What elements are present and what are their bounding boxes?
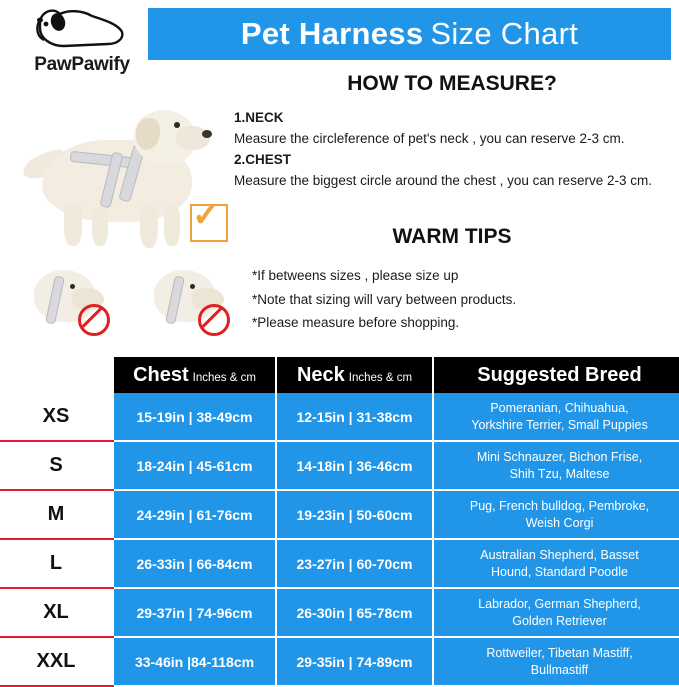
table-header-chest xyxy=(113,357,276,393)
table-body xyxy=(0,393,679,686)
table-header-row xyxy=(0,357,679,393)
dog-leg-shape xyxy=(140,204,158,248)
chest-value: 33-46in |84-118cm xyxy=(113,637,276,686)
neck-value: 26-30in | 65-78cm xyxy=(276,588,433,637)
table-header-chest-unit: Inches & cm xyxy=(192,371,256,384)
warm-tip-line: *Please measure before shopping. xyxy=(252,315,460,331)
measure-step-1-text: Measure the circleference of pet's neck , you can reserve 2-3 cm. xyxy=(234,130,625,146)
page-header-banner xyxy=(148,8,671,60)
chest-value: 29-37in | 74-96cm xyxy=(113,588,276,637)
breed-value: Rottweiler, Tibetan Mastiff, Bullmastiff xyxy=(433,637,679,686)
table-row xyxy=(0,441,679,490)
size-label: XS xyxy=(0,393,113,441)
warm-tips-body xyxy=(252,264,679,335)
neck-value: 19-23in | 50-60cm xyxy=(276,490,433,539)
prohibited-icon xyxy=(198,304,230,336)
table-row xyxy=(0,490,679,539)
neck-value: 12-15in | 31-38cm xyxy=(276,393,433,441)
dog-eye-shape xyxy=(70,284,75,289)
dog-leg-shape xyxy=(164,206,180,246)
size-label: M xyxy=(0,490,113,539)
table-header-chest-label: Chest xyxy=(133,363,189,386)
chest-value: 26-33in | 66-84cm xyxy=(113,539,276,588)
table-header-neck-label: Neck xyxy=(296,363,345,386)
table-row xyxy=(0,393,679,441)
how-to-measure-body xyxy=(234,108,674,192)
checkmark-icon: ✓ xyxy=(192,196,221,234)
measure-step-2-text: Measure the biggest circle around the chest , you can reserve 2-3 cm. xyxy=(234,172,652,188)
size-label: L xyxy=(0,539,113,588)
measure-step-2-label: 2.CHEST xyxy=(234,151,292,167)
how-to-measure-title: HOW TO MEASURE? xyxy=(347,72,557,95)
size-label: XXL xyxy=(0,637,113,686)
page-title-light: Size Chart xyxy=(430,16,579,51)
table-header-breed xyxy=(433,357,679,393)
chest-value: 24-29in | 61-76cm xyxy=(113,490,276,539)
breed-value: Australian Shepherd, Basset Hound, Standard Poodle xyxy=(433,539,679,588)
table-header-breed-label: Suggested Breed xyxy=(477,363,642,386)
size-label: S xyxy=(0,441,113,490)
dog-head-icon xyxy=(34,6,126,54)
brand-name: PawPawify xyxy=(34,54,130,75)
breed-value: Pomeranian, Chihuahua, Yorkshire Terrier, Small Puppies xyxy=(433,393,679,441)
neck-value: 23-27in | 60-70cm xyxy=(276,539,433,588)
dog-eye-shape xyxy=(190,284,195,289)
brand-logo xyxy=(8,6,148,86)
warm-tips-title: WARM TIPS xyxy=(392,225,512,248)
table-row xyxy=(0,588,679,637)
breed-value: Mini Schnauzer, Bichon Frise, Shih Tzu, Maltese xyxy=(433,441,679,490)
wrong-fit-photo-2 xyxy=(140,262,236,336)
table-row xyxy=(0,539,679,588)
measure-step-1-label: 1.NECK xyxy=(234,110,284,125)
size-label: XL xyxy=(0,588,113,637)
page-title-bold: Pet Harness xyxy=(240,16,424,51)
table-header-size xyxy=(0,357,113,393)
chest-value: 18-24in | 45-61cm xyxy=(113,441,276,490)
warm-tip-line: *If betweens sizes , please size up xyxy=(252,268,459,283)
size-chart-table xyxy=(0,357,679,687)
page-title xyxy=(241,16,578,52)
neck-value: 14-18in | 36-46cm xyxy=(276,441,433,490)
table-header-neck-unit: Inches & cm xyxy=(348,371,413,384)
dog-leg-shape xyxy=(64,204,82,246)
breed-value: Labrador, German Shepherd, Golden Retriever xyxy=(433,588,679,637)
dog-leg-shape xyxy=(92,208,108,246)
dog-eye-shape xyxy=(174,122,180,128)
warm-tip-line: *Note that sizing will vary between products. xyxy=(252,291,517,307)
prohibited-icon xyxy=(78,304,110,336)
neck-value: 29-35in | 74-89cm xyxy=(276,637,433,686)
table-header-neck xyxy=(276,357,433,393)
wrong-fit-photo-1 xyxy=(20,262,116,336)
chest-value: 15-19in | 38-49cm xyxy=(113,393,276,441)
breed-value: Pug, French bulldog, Pembroke, Weish Corgi xyxy=(433,490,679,539)
dog-nose-shape xyxy=(202,130,212,138)
